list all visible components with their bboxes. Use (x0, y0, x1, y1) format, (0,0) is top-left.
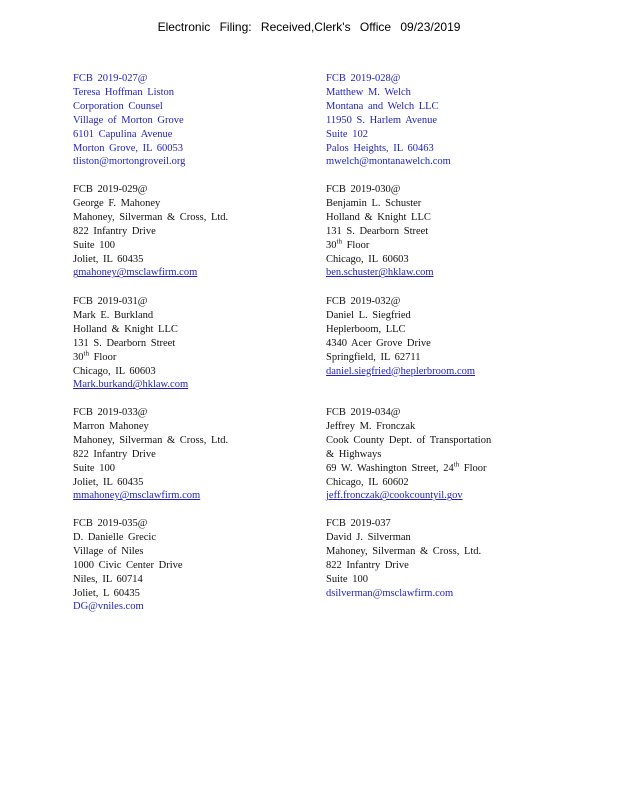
address-line: & Highways (326, 448, 382, 460)
contact-name: Marron Mahoney (73, 420, 149, 432)
email-link[interactable]: dsilverman@msclawfirm.com (326, 587, 454, 599)
case-number: FCB 2019-037 (326, 518, 391, 529)
address-line: Mahoney, Silverman & Cross, Ltd. (73, 434, 229, 446)
address-line: 822 Infantry Drive (326, 559, 409, 571)
address-line: Chicago, IL 60602 (326, 476, 409, 488)
ordinal-suffix: th (83, 349, 89, 358)
contact-name: Jeffrey M. Fronczak (326, 420, 416, 432)
address-line: Suite 102 (326, 128, 368, 140)
case-number: FCB 2019-034@ (326, 407, 401, 418)
case-number: FCB 2019-029@ (73, 184, 148, 195)
ordinal-suffix: th (453, 460, 460, 469)
case-number: FCB 2019-027@ (73, 73, 148, 84)
email-link[interactable]: DG@vniles.com (73, 601, 144, 613)
address-line: Village of Niles (73, 545, 144, 557)
address-line: Morton Grove, IL 60053 (73, 142, 184, 154)
address-block-dgrecic (73, 517, 313, 614)
case-number: FCB 2019-030@ (326, 184, 401, 195)
address-line: Niles, IL 60714 (73, 573, 143, 585)
contact-name: David J. Silverman (326, 531, 411, 543)
address-line: 4340 Acer Grove Drive (326, 337, 431, 349)
address-line: Holland & Knight LLC (73, 323, 178, 335)
contact-name: Mark E. Burkland (73, 309, 154, 321)
address-line: Holland & Knight LLC (326, 211, 431, 223)
address-block-tliston (73, 72, 313, 169)
address-line: Chicago, IL 60603 (326, 253, 409, 265)
address-block-mburkland (73, 295, 313, 392)
address-line: Corporation Counsel (73, 100, 163, 112)
address-line: 131 S. Dearborn Street (326, 225, 429, 237)
address-line: 822 Infantry Drive (73, 225, 156, 237)
case-number: FCB 2019-033@ (73, 407, 148, 418)
address-line: Cook County Dept. of Transportation (326, 434, 492, 446)
contact-name: Benjamin L. Schuster (326, 197, 422, 209)
email-link[interactable]: daniel.siegfried@heplerbroom.com (326, 365, 476, 377)
address-line: 11950 S. Harlem Avenue (326, 114, 437, 126)
address-line: Palos Heights, IL 60463 (326, 142, 434, 154)
address-block-mwelch (326, 72, 566, 169)
case-number: FCB 2019-032@ (326, 296, 401, 307)
contact-name: Teresa Hoffman Liston (73, 86, 175, 98)
address-block-dsilverman (326, 517, 566, 600)
address-block-bschuster (326, 183, 566, 280)
email-link[interactable]: jeff.fronczak@cookcountyil.gov (326, 490, 463, 502)
address-line: Heplerboom, LLC (326, 323, 406, 335)
address-line: 131 S. Dearborn Street (73, 337, 176, 349)
address-block-mmahoney (73, 406, 313, 503)
address-line: Suite 100 (326, 573, 368, 585)
email-link[interactable]: gmahoney@msclawfirm.com (73, 267, 198, 279)
address-line: Mahoney, Silverman & Cross, Ltd. (73, 211, 229, 223)
address-line: 69 W. Washington Street, 24th Floor (326, 460, 487, 474)
email-link[interactable]: mmahoney@msclawfirm.com (73, 490, 201, 502)
contact-name: D. Danielle Grecic (73, 531, 157, 543)
ordinal-suffix: th (336, 237, 342, 246)
address-block-dsiegfried (326, 295, 566, 378)
address-line: Montana and Welch LLC (326, 100, 439, 112)
address-line: 30th Floor (326, 237, 370, 251)
contact-name: Matthew M. Welch (326, 86, 411, 98)
address-line: 6101 Capulina Avenue (73, 128, 173, 140)
filing-header: Electronic Filing: Received,Clerk's Office 09/23/2019 (157, 20, 461, 34)
case-number: FCB 2019-031@ (73, 296, 148, 307)
address-line: Springfield, IL 62711 (326, 351, 421, 363)
address-line: Mahoney, Silverman & Cross, Ltd. (326, 545, 482, 557)
address-line: 1000 Civic Center Drive (73, 559, 183, 571)
address-line: 822 Infantry Drive (73, 448, 156, 460)
address-block-gmahoney (73, 183, 313, 280)
address-line: Suite 100 (73, 462, 115, 474)
email-link[interactable]: ben.schuster@hklaw.com (326, 267, 434, 279)
address-line: Suite 100 (73, 239, 115, 251)
case-number: FCB 2019-028@ (326, 73, 401, 84)
address-line: Village of Morton Grove (73, 114, 184, 126)
email-link[interactable]: mwelch@montanawelch.com (326, 156, 451, 168)
address-line: Joliet, L 60435 (73, 587, 140, 599)
address-block-jfronczak (326, 406, 566, 503)
email-link[interactable]: Mark.burkand@hklaw.com (73, 379, 189, 391)
address-line: Joliet, IL 60435 (73, 253, 144, 265)
case-number: FCB 2019-035@ (73, 518, 148, 529)
contact-name: George F. Mahoney (73, 197, 161, 209)
address-line: 30th Floor (73, 349, 117, 363)
address-line: Joliet, IL 60435 (73, 476, 144, 488)
address-line: Chicago, IL 60603 (73, 365, 156, 377)
contact-name: Daniel L. Siegfried (326, 309, 411, 321)
email-link[interactable]: tliston@mortongroveil.org (73, 156, 186, 168)
